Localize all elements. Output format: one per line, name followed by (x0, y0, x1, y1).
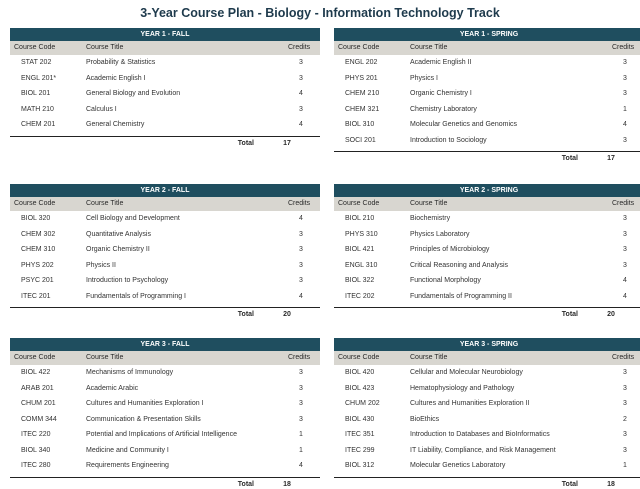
course-code: ITEC 201 (21, 292, 51, 300)
course-title: Probability & Statistics (86, 59, 156, 66)
course-title: Cell Biology and Development (86, 215, 180, 222)
course-code: COMM 344 (21, 415, 57, 423)
course-credits: 3 (623, 59, 627, 66)
course-title: Hematophysiology and Pathology (410, 384, 515, 392)
table-row (334, 102, 640, 118)
course-title: Academic English II (410, 59, 472, 66)
course-code: MATH 210 (21, 105, 54, 113)
header-course-title: Course Title (86, 44, 124, 51)
course-credits: 3 (299, 246, 303, 253)
course-code: CHEM 201 (21, 121, 56, 128)
term-block (10, 338, 320, 489)
course-code: BIOL 422 (21, 369, 51, 376)
course-code: ITEC 220 (21, 431, 51, 438)
term-title: YEAR 2 - SPRING (334, 184, 640, 197)
table-row (10, 227, 320, 243)
total-row (10, 478, 320, 489)
table-row (334, 117, 640, 133)
course-title: Medicine and Community I (86, 446, 169, 454)
term-block (10, 184, 320, 322)
term-block (10, 28, 320, 151)
total-label: Total (237, 480, 254, 488)
course-title: Potential and Implications of Artificial Intelligence (86, 431, 237, 438)
course-title: Academic Arabic (86, 384, 139, 392)
course-title: Fundamentals of Programming I (86, 292, 186, 300)
course-title: Molecular Genetics and Genomics (410, 121, 517, 128)
course-code: PHYS 201 (345, 74, 378, 82)
table-row (334, 427, 640, 443)
table-row (10, 55, 320, 71)
course-title: Molecular Genetics Laboratory (410, 462, 506, 469)
course-title: BioEthics (410, 415, 440, 423)
course-title: Chemistry Laboratory (410, 105, 477, 113)
course-code: ITEC 299 (345, 446, 375, 454)
table-row (10, 71, 320, 87)
table-row (334, 289, 640, 305)
course-code: BIOL 310 (345, 121, 375, 128)
table-header (10, 41, 320, 55)
course-title: Cultures and Humanities Exploration I (86, 400, 204, 407)
table-row (334, 381, 640, 397)
course-code: ENGL 201* (21, 74, 57, 82)
course-code: PHYS 310 (345, 230, 378, 238)
table-row (334, 396, 640, 412)
header-credits: Credits (288, 354, 311, 361)
term-title: YEAR 1 - SPRING (334, 28, 640, 41)
course-credits: 4 (299, 90, 303, 97)
table-row (334, 242, 640, 258)
table-row (334, 211, 640, 227)
header-course-code: Course Code (338, 354, 380, 361)
course-code: BIOL 312 (345, 462, 375, 469)
course-code: BIOL 320 (21, 215, 51, 222)
table-header (10, 351, 320, 365)
course-code: SOCI 201 (345, 136, 376, 144)
header-course-code: Course Code (338, 200, 380, 207)
course-title: Physics Laboratory (410, 230, 470, 238)
total-row (334, 152, 640, 166)
course-title: Critical Reasoning and Analysis (410, 261, 509, 269)
course-code: ENGL 202 (345, 59, 378, 66)
table-row (334, 71, 640, 87)
total-label: Total (561, 480, 578, 488)
course-code: CHEM 210 (345, 90, 380, 97)
course-title: Calculus I (86, 105, 117, 113)
course-credits: 3 (623, 230, 627, 238)
course-credits: 1 (299, 446, 303, 454)
table-row (10, 443, 320, 459)
course-credits: 3 (623, 136, 627, 144)
course-credits: 3 (299, 369, 303, 376)
table-header (10, 197, 320, 211)
course-title: Biochemistry (410, 215, 451, 222)
course-title: Mechanisms of Immunology (86, 369, 174, 376)
table-header (334, 351, 640, 365)
course-credits: 3 (623, 369, 627, 376)
course-title: Cultures and Humanities Exploration II (410, 400, 530, 407)
course-title: Organic Chemistry I (410, 90, 472, 97)
course-credits: 3 (623, 261, 627, 269)
term-block (334, 184, 640, 322)
course-title: Requirements Engineering (86, 462, 169, 469)
course-code: CHEM 321 (345, 105, 380, 113)
course-code: BIOL 201 (21, 90, 51, 97)
course-title: Physics I (410, 74, 439, 82)
course-credits: 2 (623, 415, 627, 423)
course-credits: 3 (299, 230, 303, 238)
course-credits: 3 (299, 261, 303, 269)
course-title: Fundamentals of Programming II (410, 292, 512, 300)
course-title: Quantitative Analysis (86, 230, 151, 238)
course-code: STAT 202 (21, 59, 52, 66)
course-code: BIOL 421 (345, 246, 375, 253)
header-course-code: Course Code (14, 354, 56, 361)
course-code: BIOL 322 (345, 277, 375, 284)
table-row (10, 258, 320, 274)
term-title: YEAR 1 - FALL (10, 28, 320, 41)
course-code: BIOL 340 (21, 446, 51, 454)
course-title: Cellular and Molecular Neurobiology (410, 369, 523, 376)
table-row (334, 258, 640, 274)
table-row (10, 86, 320, 102)
course-title: General Biology and Evolution (86, 90, 181, 97)
total-credits: 20 (283, 311, 291, 318)
course-code: BIOL 420 (345, 369, 375, 376)
table-row (10, 412, 320, 428)
course-title: Organic Chemistry II (86, 246, 150, 253)
course-code: CHEM 310 (21, 246, 56, 253)
course-code: CHUM 201 (21, 400, 56, 407)
course-code: BIOL 423 (345, 384, 375, 392)
table-row (10, 365, 320, 381)
course-code: ITEC 280 (21, 462, 51, 469)
course-title: Physics II (86, 261, 116, 269)
table-row (334, 458, 640, 474)
course-title: Introduction to Databases and BioInformatics (410, 431, 550, 438)
header-course-title: Course Title (410, 44, 448, 51)
course-credits: 4 (299, 292, 303, 300)
total-label: Total (237, 311, 254, 318)
course-credits: 4 (623, 121, 627, 128)
table-row (334, 365, 640, 381)
course-title: Principles of Microbiology (410, 246, 490, 253)
course-title: Introduction to Sociology (410, 136, 487, 144)
course-code: CHUM 202 (345, 400, 380, 407)
total-credits: 20 (607, 311, 615, 318)
course-code: ITEC 351 (345, 431, 375, 438)
course-credits: 3 (299, 59, 303, 66)
header-course-code: Course Code (14, 44, 56, 51)
course-credits: 3 (299, 105, 303, 113)
course-credits: 1 (299, 431, 303, 438)
table-row (10, 289, 320, 305)
term-title: YEAR 3 - FALL (10, 338, 320, 351)
term-block (334, 28, 640, 166)
header-course-code: Course Code (14, 200, 56, 207)
header-credits: Credits (612, 354, 635, 361)
table-row (334, 86, 640, 102)
header-course-title: Course Title (410, 354, 448, 361)
table-row (334, 55, 640, 71)
table-row (10, 211, 320, 227)
course-credits: 4 (299, 121, 303, 128)
course-code: PHYS 202 (21, 261, 54, 269)
course-credits: 3 (623, 74, 627, 82)
course-credits: 3 (299, 74, 303, 82)
table-header (334, 197, 640, 211)
course-credits: 3 (623, 215, 627, 222)
course-credits: 3 (299, 400, 303, 407)
header-credits: Credits (612, 200, 635, 207)
term-title: YEAR 2 - FALL (10, 184, 320, 197)
course-title: General Chemistry (86, 121, 145, 128)
total-row (10, 308, 320, 322)
course-title: Introduction to Psychology (86, 277, 169, 284)
table-row (10, 458, 320, 474)
course-credits: 1 (623, 462, 627, 469)
table-row (10, 427, 320, 443)
course-credits: 3 (623, 384, 627, 392)
header-credits: Credits (612, 44, 635, 51)
table-header (334, 41, 640, 55)
total-label: Total (237, 139, 254, 147)
course-credits: 3 (299, 415, 303, 423)
course-credits: 1 (623, 105, 627, 113)
table-row (10, 117, 320, 133)
course-title: Academic English I (86, 74, 146, 82)
table-row (10, 273, 320, 289)
table-row (10, 396, 320, 412)
header-course-title: Course Title (86, 200, 124, 207)
header-credits: Credits (288, 200, 311, 207)
term-title: YEAR 3 - SPRING (334, 338, 640, 351)
header-course-code: Course Code (338, 44, 380, 51)
total-credits: 18 (283, 480, 291, 488)
header-course-title: Course Title (86, 354, 124, 361)
total-label: Total (561, 155, 578, 162)
course-title: IT Liability, Compliance, and Risk Management (410, 446, 556, 454)
course-title: Functional Morphology (410, 277, 481, 284)
page-title: 3-Year Course Plan - Biology - Information Technology Track (140, 6, 500, 20)
table-row (10, 102, 320, 118)
course-credits: 4 (623, 277, 627, 284)
course-credits: 3 (623, 446, 627, 454)
header-course-title: Course Title (410, 200, 448, 207)
course-credits: 3 (299, 384, 303, 392)
total-credits: 18 (607, 480, 615, 488)
total-row (334, 478, 640, 489)
table-row (334, 227, 640, 243)
course-credits: 3 (299, 277, 303, 284)
course-code: ENGL 310 (345, 261, 378, 269)
table-row (334, 412, 640, 428)
course-code: CHEM 302 (21, 230, 56, 238)
course-code: BIOL 430 (345, 415, 375, 423)
course-code: ARAB 201 (21, 384, 54, 392)
course-title: Communication & Presentation Skills (86, 415, 201, 423)
table-row (10, 242, 320, 258)
total-label: Total (561, 311, 578, 318)
total-credits: 17 (607, 155, 615, 162)
course-code: BIOL 210 (345, 215, 375, 222)
table-row (10, 381, 320, 397)
course-credits: 4 (623, 292, 627, 300)
table-row (334, 273, 640, 289)
course-credits: 3 (623, 90, 627, 97)
course-code: ITEC 202 (345, 292, 375, 300)
course-credits: 4 (299, 462, 303, 469)
total-row (10, 137, 320, 151)
table-row (334, 133, 640, 149)
total-credits: 17 (283, 139, 291, 147)
course-credits: 3 (623, 400, 627, 407)
term-block (334, 338, 640, 489)
course-credits: 4 (299, 215, 303, 222)
course-code: PSYC 201 (21, 277, 54, 284)
table-row (334, 443, 640, 459)
header-credits: Credits (288, 44, 311, 51)
total-row (334, 308, 640, 322)
course-credits: 3 (623, 246, 627, 253)
course-credits: 3 (623, 431, 627, 438)
